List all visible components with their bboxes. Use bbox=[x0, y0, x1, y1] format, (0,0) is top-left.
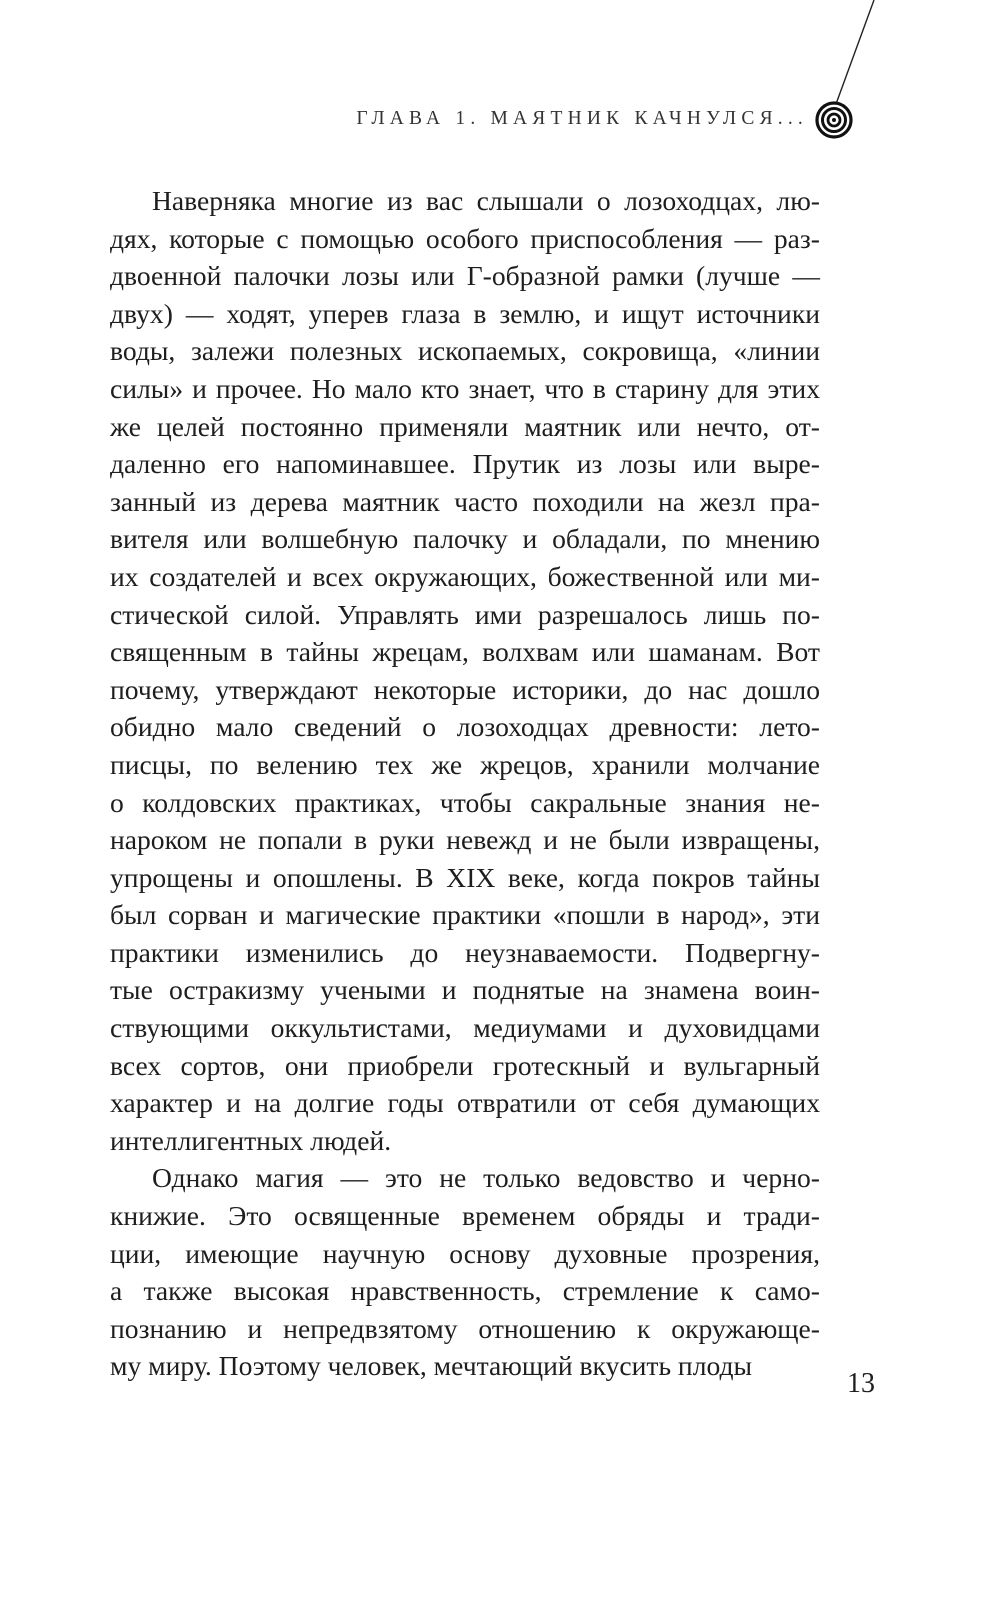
text-line: стической силой. Управлять ими разрешалось лишь по- bbox=[110, 598, 820, 630]
text-line: силы» и прочее. Но мало кто знает, что в старину для этих bbox=[110, 372, 820, 404]
paragraph bbox=[110, 1159, 820, 1385]
text-line: книжие. Это освященные временем обряды и тради- bbox=[110, 1200, 820, 1232]
text-line: дях, которые с помощью особого приспособления — раз- bbox=[110, 222, 820, 254]
body-text bbox=[110, 182, 820, 1385]
text-line: характер и на долгие годы отвратили от себя думающих bbox=[110, 1087, 820, 1119]
page-number: 13 bbox=[847, 1368, 875, 1399]
text-line: тые остракизму учеными и поднятые на знамена воин- bbox=[110, 974, 820, 1006]
pendulum-spiral-icon bbox=[0, 0, 1000, 160]
text-line: даленно его напоминавшее. Прутик из лозы или выре- bbox=[110, 448, 820, 480]
text-line: познанию и непредвзятому отношению к окружающе- bbox=[110, 1312, 820, 1344]
text-line: интеллигентных людей. bbox=[110, 1124, 392, 1156]
text-line: практики изменились до неузнаваемости. Подвергну- bbox=[110, 936, 820, 968]
text-line: воды, залежи полезных ископаемых, сокровища, «линии bbox=[110, 335, 820, 367]
text-line: упрощены и опошлены. В XIX веке, когда покров тайны bbox=[110, 861, 820, 893]
text-line: нароком не попали в руки невежд и не были извращены, bbox=[110, 824, 820, 856]
text-line: занный из дерева маятник часто походили на жезл пра- bbox=[110, 485, 820, 517]
text-line: а также высокая нравственность, стремление к само- bbox=[110, 1275, 820, 1307]
text-line: священным в тайны жрецам, волхвам или шаманам. Вот bbox=[110, 636, 820, 668]
text-line: Однако магия — это не только ведовство и черно- bbox=[152, 1162, 820, 1194]
text-line: му миру. Поэтому человек, мечтающий вкусить плоды bbox=[110, 1350, 753, 1382]
text-line: о колдовских практиках, чтобы сакральные знания не- bbox=[110, 786, 820, 818]
text-line: же целей постоянно применяли маятник или нечто, от- bbox=[110, 410, 820, 442]
text-line: Наверняка многие из вас слышали о лозоходцах, лю- bbox=[152, 185, 820, 216]
running-head: ГЛАВА 1. МАЯТНИК КАЧНУЛСЯ... bbox=[356, 108, 808, 129]
text-line: ции, имеющие научную основу духовные прозрения, bbox=[110, 1237, 820, 1269]
text-line: двоенной палочки лозы или Г-образной рамки (лучше — bbox=[110, 260, 820, 292]
text-line: писцы, по велению тех же жрецов, хранили молчание bbox=[110, 748, 820, 780]
text-line: обидно мало сведений о лозоходцах древности: лето- bbox=[110, 711, 820, 743]
text-line: всех сортов, они приобрели гротескный и вульгарный bbox=[110, 1049, 820, 1081]
text-line: был сорван и магические практики «пошли в народ», эти bbox=[110, 899, 820, 931]
text-line: вителя или волшебную палочку и обладали, по мнению bbox=[110, 523, 820, 555]
paragraph bbox=[110, 182, 820, 1159]
text-line: их создателей и всех окружающих, божественной или ми- bbox=[110, 560, 820, 592]
text-line: почему, утверждают некоторые историки, до нас дошло bbox=[110, 673, 820, 705]
text-line: двух) — ходят, уперев глаза в землю, и ищут источники bbox=[110, 297, 820, 329]
text-line: ствующими оккультистами, медиумами и духовидцами bbox=[110, 1012, 820, 1044]
